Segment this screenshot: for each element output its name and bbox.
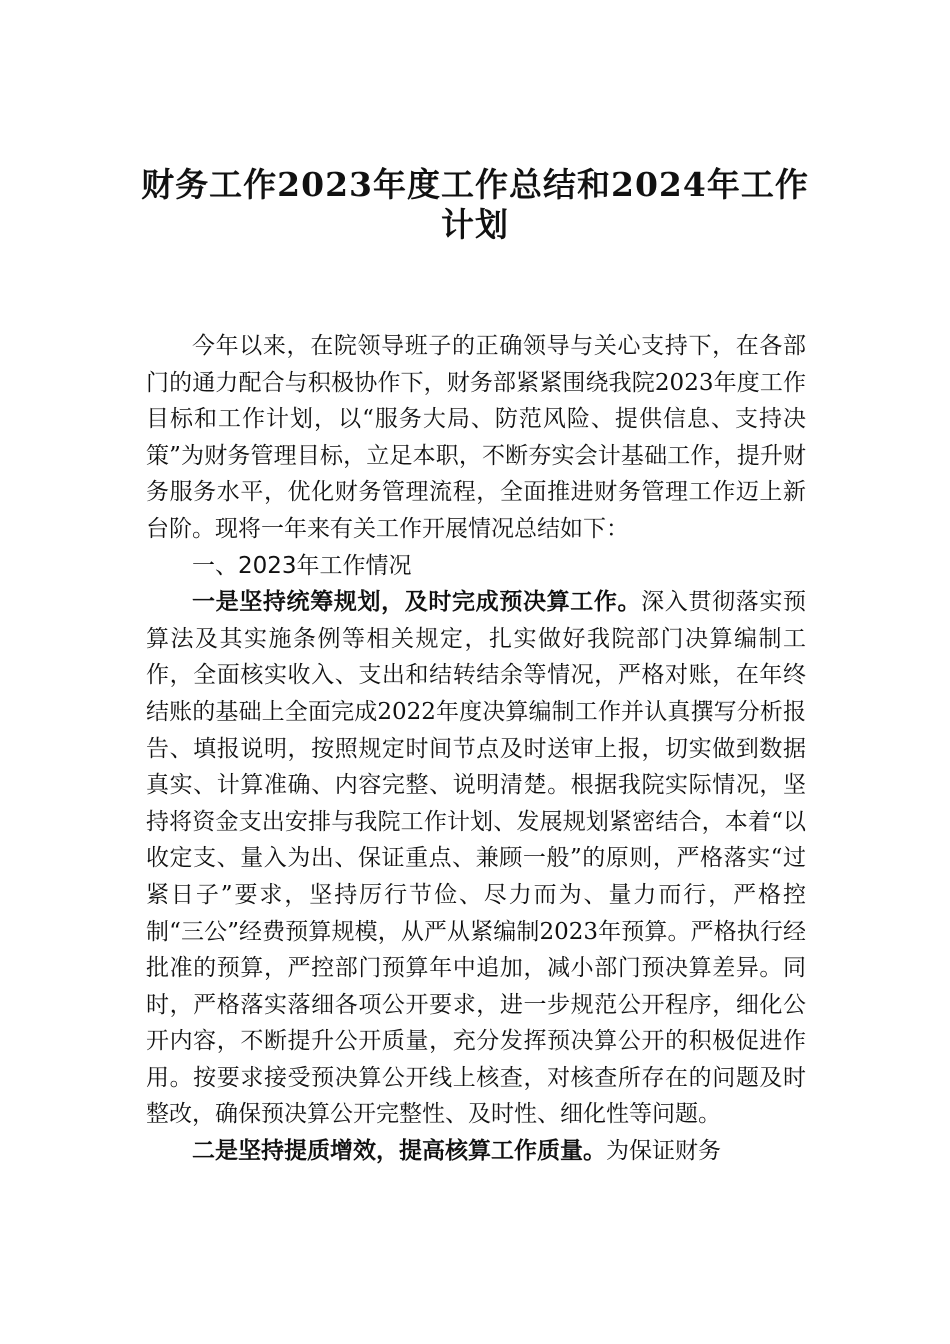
document-title-line-2: 计划 <box>441 205 509 244</box>
item-2-lead: 二是坚持提质增效，提高核算工作质量。 <box>192 1137 606 1165</box>
item-2-body: 为保证财务 <box>606 1138 721 1165</box>
document-body <box>146 328 806 1170</box>
section-heading-2023: 一、2023年工作情况 <box>192 552 412 579</box>
intro-paragraph: 今年以来，在院领导班子的正确领导与关心支持下，在各部门的通力配合与积极协作下，财务部紧紧围绕我院2023年度工作目标和工作计划，以“服务大局、防范风险、提供信息、支持决策”为财务管理目标，立足本职，不断夯实会计基础工作，提升财务服务水平，优化财务管理流程，全面推进财务管理工作迈上新台阶。现将一年来有关工作开展情况总结如下： <box>146 333 806 542</box>
item-1-body: 深入贯彻落实预算法及其实施条例等相关规定，扎实做好我院部门决算编制工作，全面核实收入、支出和结转结余等情况，严格对账，在年终结账的基础上全面完成2022年度决算编制工作并认真撰写分析报告、填报说明，按照规定时间节点及时送审上报，切实做到数据真实、计算准确、内容完整、说明清楚。根据我院实际情况，坚持将资金支出安排与我院工作计划、发展规划紧密结合，本着“以收定支、量入为出、保证重点、兼顾一般”的原则，严格落实“过紧日子”要求，坚持厉行节俭、尽力而为、量力而行，严格控制“三公”经费预算规模，从严从紧编制2023年预算。严格执行经批准的预算，严控部门预算年中追加，减小部门预决算差异。同时，严格落实落细各项公开要求，进一步规范公开程序，细化公开内容，不断提升公开质量，充分发挥预决算公开的积极促进作用。按要求接受预决算公开线上核查，对核查所存在的问题及时整改，确保预决算公开完整性、及时性、细化性等问题。 <box>146 589 807 1128</box>
item-1-lead: 一是坚持统筹规划，及时完成预决算工作。 <box>192 588 642 616</box>
item-paragraph-1 <box>146 584 806 1133</box>
document-title-line-1: 财务工作2023年度工作总结和2024年工作 <box>141 165 809 204</box>
item-paragraph-2 <box>146 1133 806 1170</box>
